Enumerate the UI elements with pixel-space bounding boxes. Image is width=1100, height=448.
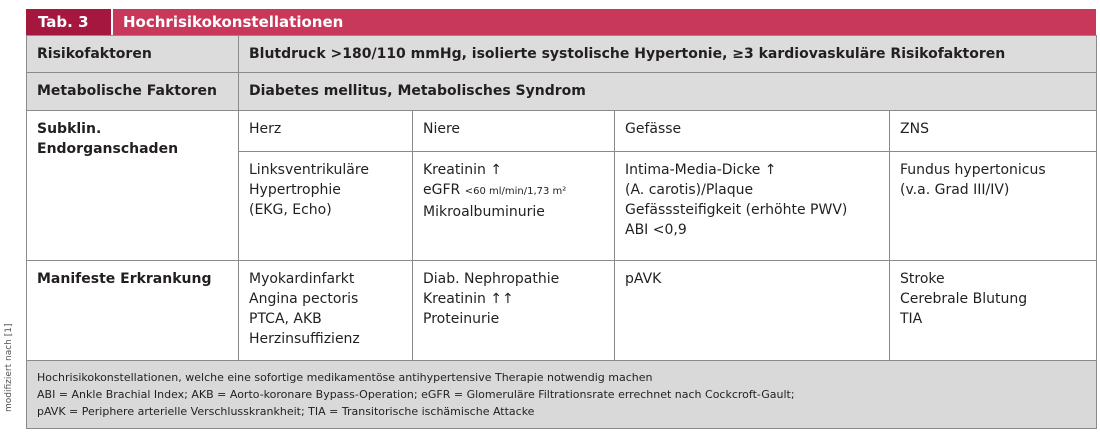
row-metabolic [27,73,1097,111]
list-item: Kreatinin ↑ [423,162,503,178]
egfr-detail: <60 ml/min/1,73 m² [464,186,567,197]
manifest-niere [413,261,615,361]
subclinical-label-line1: Subklin. [37,121,102,137]
subclinical-zns [890,152,1097,261]
manifest-gefaesse [615,261,890,361]
list-item: Linksventrikuläre [249,162,369,178]
metabolic-value: Diabetes mellitus, Metabolisches Syndrom [239,73,1097,111]
subclinical-gefaesse [615,152,890,261]
risk-table [26,35,1097,429]
row-footer [27,361,1097,429]
manifest-label: Manifeste Erkrankung [27,261,239,361]
list-item: (v.a. Grad III/IV) [900,182,1010,198]
risk-factors-value: Blutdruck >180/110 mmHg, isolierte systolische Hypertonie, ≥3 kardiovaskuläre Risikofaktoren [239,36,1097,73]
risk-factors-label: Risikofaktoren [27,36,239,73]
list-item: Gefässsteifigkeit (erhöhte PWV) [625,202,848,218]
column-header-gefaesse: Gefässe [615,111,890,152]
source-note: modifiziert nach [1] [4,323,14,412]
footnote-line: pAVK = Periphere arterielle Verschlusskrankheit; TIA = Transitorische ischämische Attacke [37,405,535,418]
egfr-prefix: eGFR [423,182,465,198]
list-item: Herzinsuffizienz [249,331,360,347]
row-risk-factors [27,36,1097,73]
list-item: Cerebrale Blutung [900,291,1028,307]
list-item: Intima-Media-Dicke ↑ [625,162,777,178]
list-item: (EKG, Echo) [249,202,332,218]
list-item: pAVK [625,271,662,287]
list-item: ABI <0,9 [625,222,687,238]
list-item: Proteinurie [423,311,500,327]
footnote-line: ABI = Ankle Brachial Index; AKB = Aorto-koronare Bypass-Operation; eGFR = Glomeruläre Filtrationsrate errechnet nach Cockcroft-Gault; [37,388,795,401]
metabolic-label: Metabolische Faktoren [27,73,239,111]
list-item [423,180,604,202]
list-item: Hypertrophie [249,182,341,198]
table-container [26,9,1096,429]
table-number: Tab. 3 [26,9,111,35]
subclinical-label [27,111,239,261]
manifest-zns [890,261,1097,361]
column-header-herz: Herz [239,111,413,152]
subclinical-niere [413,152,615,261]
column-header-zns: ZNS [890,111,1097,152]
list-item: Diab. Nephropathie [423,271,560,287]
subclinical-herz [239,152,413,261]
footnote-line: Hochrisikokonstellationen, welche eine sofortige medikamentöse antihypertensive Therapie notwendig machen [37,371,653,384]
list-item: PTCA, AKB [249,311,322,327]
table-header [26,9,1096,35]
list-item: Mikroalbuminurie [423,204,545,220]
footnote [27,361,1097,429]
manifest-herz [239,261,413,361]
list-item: Angina pectoris [249,291,359,307]
table-title: Hochrisikokonstellationen [111,9,343,35]
row-manifest [27,261,1097,361]
list-item: Kreatinin ↑↑ [423,291,514,307]
column-header-niere: Niere [413,111,615,152]
row-subclinical-headers [27,111,1097,152]
list-item: Fundus hypertonicus [900,162,1046,178]
list-item: Stroke [900,271,945,287]
list-item: Myokardinfarkt [249,271,355,287]
list-item: TIA [900,311,923,327]
subclinical-label-line2: Endorganschaden [37,141,179,157]
list-item: (A. carotis)/Plaque [625,182,754,198]
